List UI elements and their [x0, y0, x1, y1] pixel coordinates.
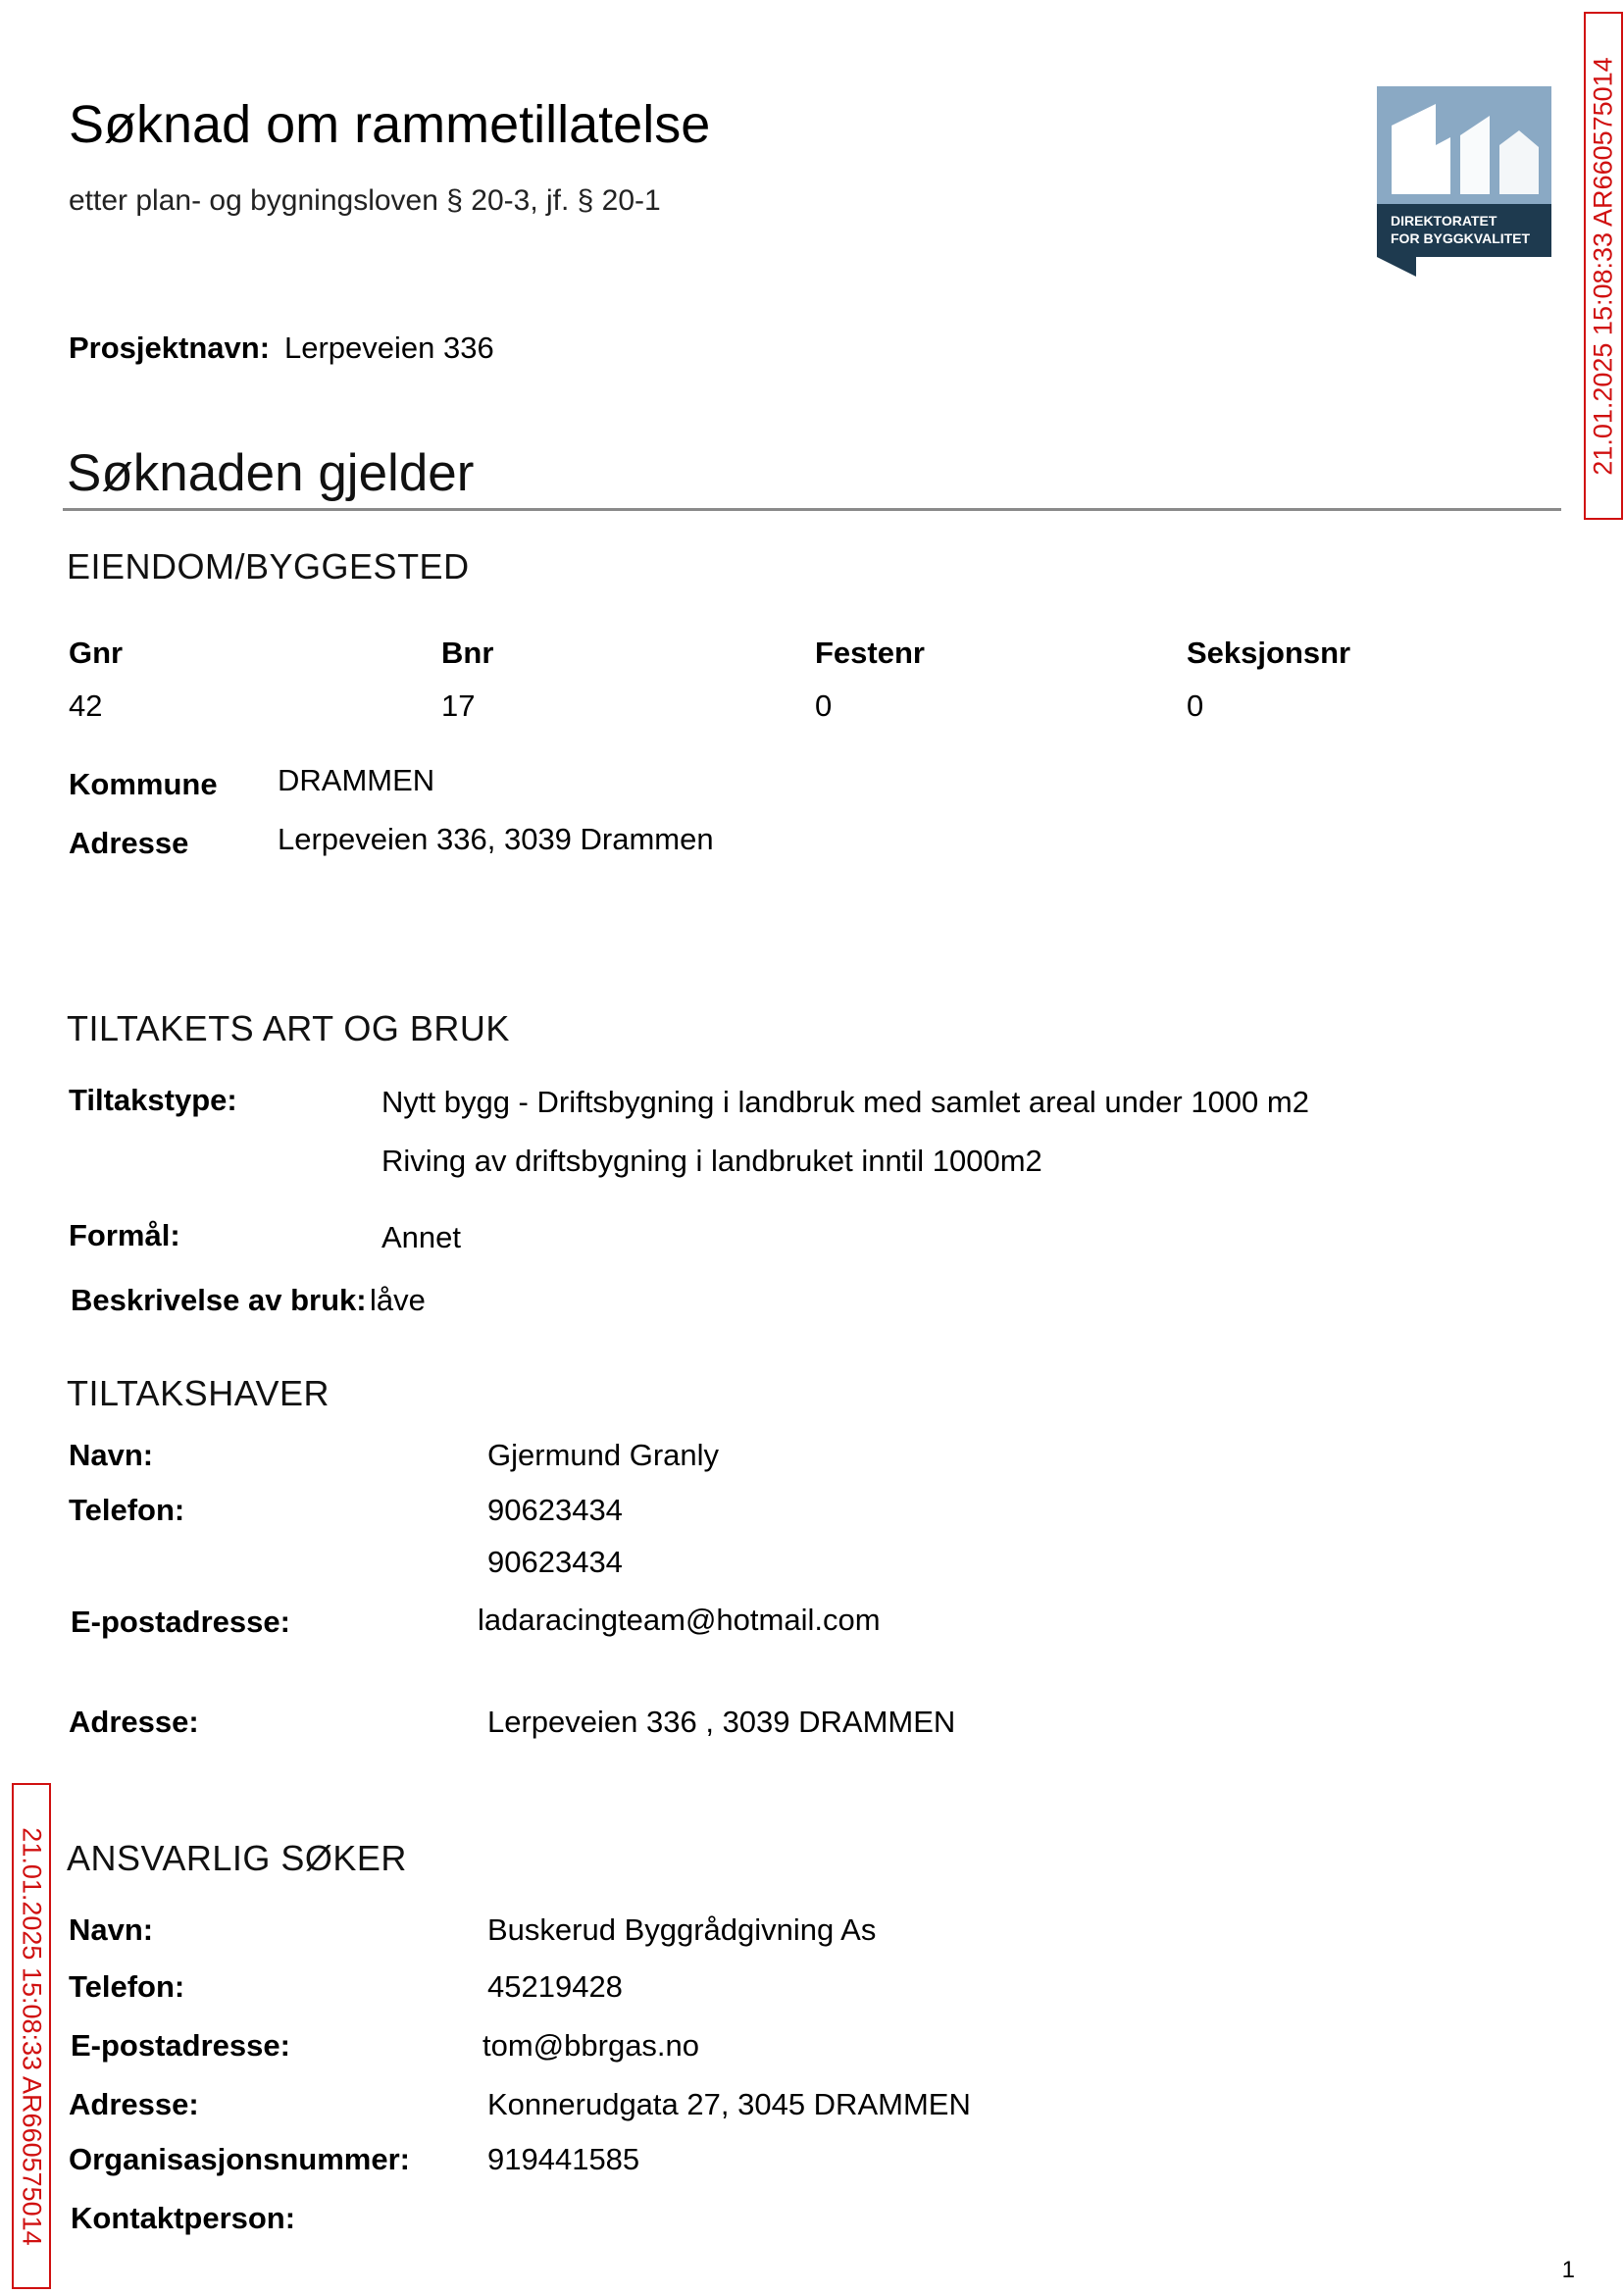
tiltakshaver-adresse-label: Adresse: — [69, 1705, 199, 1739]
adresse-value: Lerpeveien 336, 3039 Drammen — [278, 822, 714, 856]
ansvarlig-epost-label: E-postadresse: — [71, 2028, 290, 2063]
seksjonsnr-label: Seksjonsnr — [1187, 636, 1351, 670]
festenr-label: Festenr — [815, 636, 925, 670]
bnr-label: Bnr — [441, 636, 494, 670]
ansvarlig-epost-value: tom@bbrgas.no — [482, 2028, 700, 2063]
timestamp-stamp-left — [12, 1783, 51, 2289]
tiltakstype-value-2: Riving av driftsbygning i landbruket inntil 1000m2 — [381, 1144, 1042, 1178]
ansvarlig-navn-label: Navn: — [69, 1912, 154, 1947]
tiltakshaver-navn-value: Gjermund Granly — [487, 1438, 720, 1472]
adresse-label: Adresse — [69, 826, 189, 860]
seksjonsnr-value: 0 — [1187, 688, 1204, 723]
kommune-value: DRAMMEN — [278, 763, 435, 797]
ansvarlig-navn-value: Buskerud Byggrådgivning As — [487, 1912, 877, 1947]
gnr-label: Gnr — [69, 636, 124, 670]
ansvarlig-heading: ANSVARLIG SØKER — [67, 1838, 407, 1878]
tiltakshaver-heading: TILTAKSHAVER — [67, 1373, 330, 1413]
festenr-value: 0 — [815, 688, 833, 723]
bruk-value: låve — [370, 1283, 426, 1317]
tiltakstype-label: Tiltakstype: — [69, 1083, 237, 1117]
tiltakshaver-telefon-label: Telefon: — [69, 1493, 185, 1527]
stamp-text-left: 21.01.2025 15:08:33 AR660575014 — [17, 1826, 47, 2246]
heading-divider — [63, 508, 1561, 511]
gnr-value: 42 — [69, 688, 103, 723]
tiltakshaver-epost-label: E-postadresse: — [71, 1605, 290, 1639]
ansvarlig-telefon-value: 45219428 — [487, 1969, 623, 2004]
eiendom-heading: EIENDOM/BYGGESTED — [67, 546, 470, 586]
logo-line2: FOR BYGGKVALITET — [1391, 230, 1531, 246]
ansvarlig-kontakt-label: Kontaktperson: — [71, 2201, 296, 2235]
project-label: Prosjektnavn: — [69, 331, 271, 365]
ansvarlig-telefon-label: Telefon: — [69, 1969, 185, 2004]
document-title: Søknad om rammetillatelse — [69, 95, 711, 154]
logo-line1: DIREKTORATET — [1391, 213, 1497, 229]
ansvarlig-adresse-value: Konnerudgata 27, 3045 DRAMMEN — [487, 2087, 971, 2121]
page-number: 1 — [1561, 2257, 1575, 2283]
dibk-logo — [1377, 86, 1551, 277]
tiltakshaver-telefon-value-1: 90623434 — [487, 1493, 623, 1527]
document-subtitle: etter plan- og bygningsloven § 20-3, jf. § 20-1 — [69, 184, 661, 217]
section-heading: Søknaden gjelder — [67, 444, 475, 502]
tiltakshaver-adresse-value: Lerpeveien 336 , 3039 DRAMMEN — [487, 1705, 956, 1739]
timestamp-stamp-top — [1584, 12, 1623, 520]
tiltakstype-value-1: Nytt bygg - Driftsbygning i landbruk med samlet areal under 1000 m2 — [381, 1085, 1309, 1119]
formal-label: Formål: — [69, 1218, 180, 1252]
stamp-text-top: 21.01.2025 15:08:33 AR660575014 — [1588, 56, 1618, 476]
formal-value: Annet — [381, 1220, 462, 1254]
ansvarlig-adresse-label: Adresse: — [69, 2087, 199, 2121]
tiltakshaver-epost-value: ladaracingteam@hotmail.com — [478, 1603, 881, 1637]
tiltakshaver-navn-label: Navn: — [69, 1438, 154, 1472]
ansvarlig-org-value: 919441585 — [487, 2142, 640, 2176]
ansvarlig-org-label: Organisasjonsnummer: — [69, 2142, 410, 2176]
kommune-label: Kommune — [69, 767, 218, 801]
tiltakshaver-telefon-value-2: 90623434 — [487, 1545, 623, 1579]
tiltak-heading: TILTAKETS ART OG BRUK — [67, 1008, 510, 1048]
bnr-value: 17 — [441, 688, 476, 723]
bruk-label: Beskrivelse av bruk: — [71, 1283, 367, 1317]
project-value: Lerpeveien 336 — [284, 331, 494, 365]
dibk-logo-graphic — [1377, 86, 1551, 277]
